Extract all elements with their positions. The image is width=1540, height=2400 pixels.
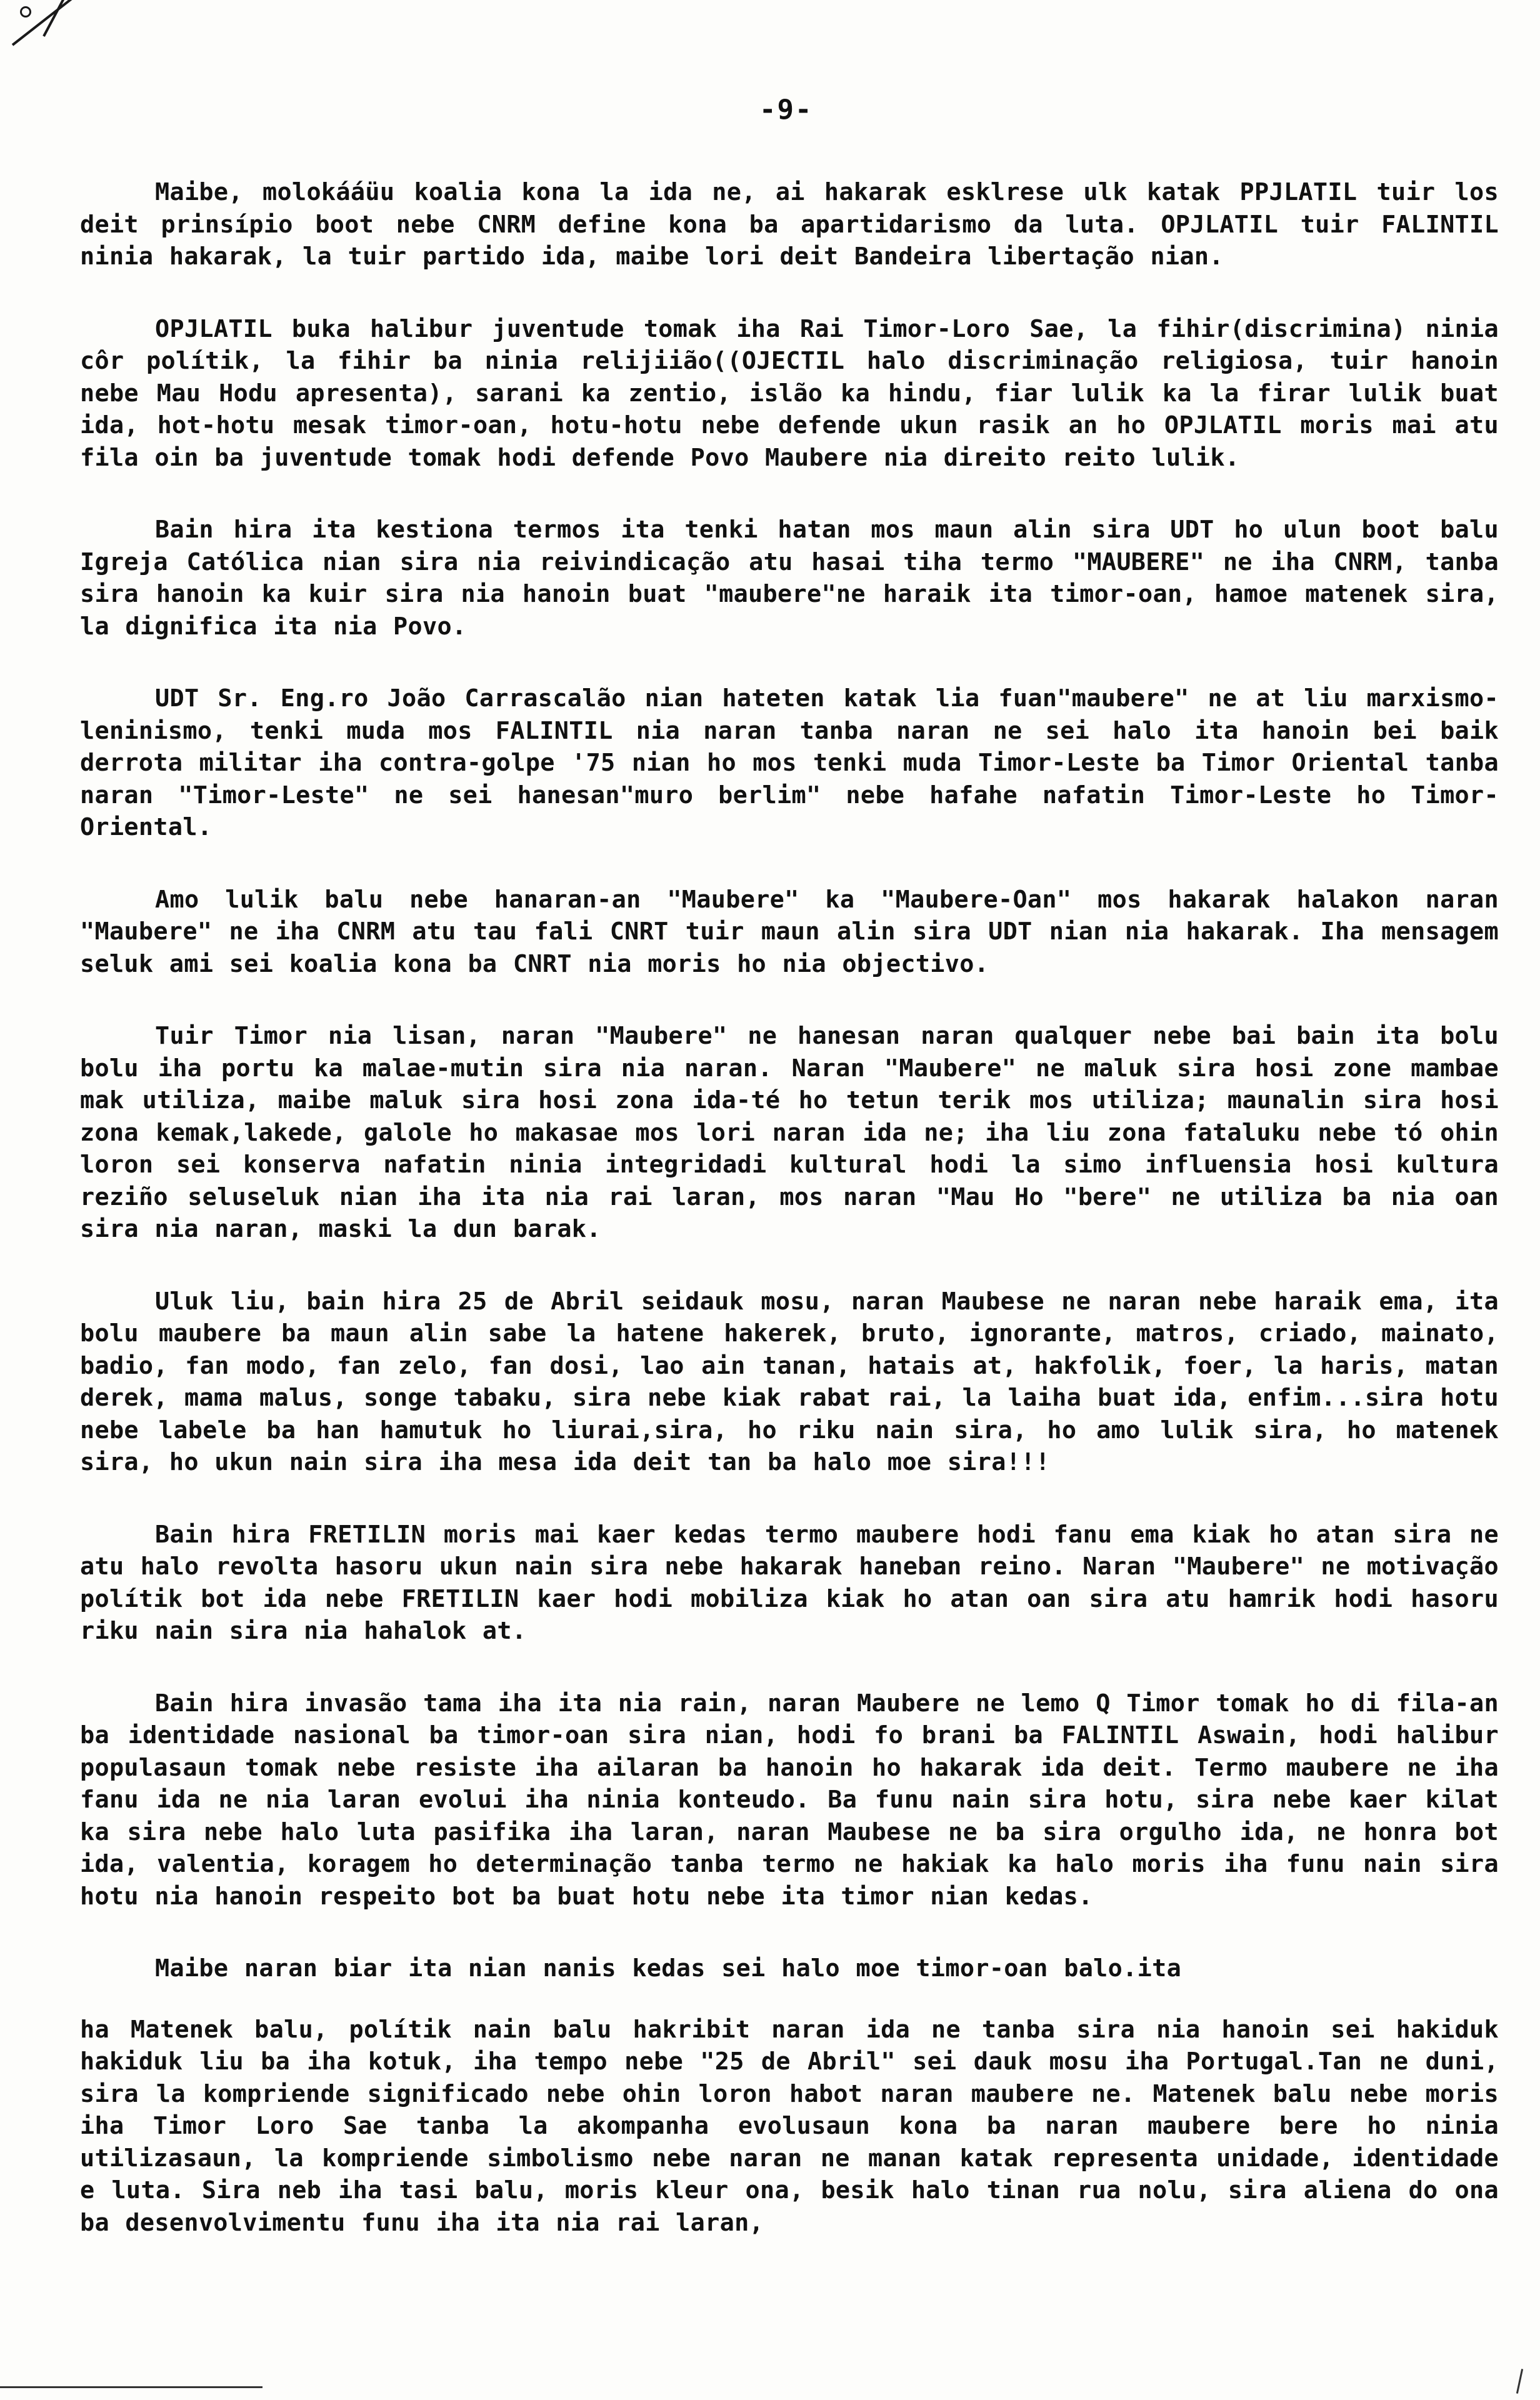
paragraph: Uluk liu, bain hira 25 de Abril seidauk mosu, naran Maubese ne naran nebe haraik ema, ita bolu maubere ba maun alin sabe la hatene hakerek, bruto, ignorante, matros, criado, mainato, badio, fan modo, fan zelo, fan dosi, lao ain tanan, hatais at, hakfolik, foer, la haris, matan derek, mama malus, songe tabaku, sira nebe kiak rabat rai, la laiha buat ida, enfim...sira hotu nebe labele ba han hamutuk ho liurai,sira, ho riku nain sira, ho amo lulik sira, ho matenek sira, ho ukun nain sira iha mesa ida deit tan ba halo moe sira!!! [80,1287,1499,1476]
paragraph: UDT Sr. Eng.ro João Carrascalão nian hateten katak lia fuan"maubere" ne at liu marxismo-leninismo, tenki muda mos FALINTIL nia naran tanba naran ne sei halo ita hanoin bei baik derrota militar iha contra-golpe '75 nian ho mos tenki muda Timor-Leste ba Timor Oriental tanba naran "Timor-Leste" ne sei hanesan"muro berlim" nebe hafahe nafatin Timor-Leste ho Timor-Oriental. [80,684,1499,841]
scan-edge-line [0,2386,262,2388]
paragraph: ha Matenek balu, polítik nain balu hakribit naran ida ne tanba sira nia hanoin sei hakiduk hakiduk liu ba iha kotuk, iha tempo nebe "25 de Abril" sei dauk mosu iha Portugal.Tan ne duni, sira la kompriende significado nebe ohin loron habot naran maubere ne. Matenek balu nebe moris iha Timor Loro Sae tanba la akompanha evolusaun kona ba naran maubere bere ho ninia utilizasaun, la kompriende simbolismo nebe naran ne manan katak representa unidade, identidade e luta. Sira neb iha tasi balu, moris kleur ona, besik halo tinan rua nolu, sira aliena do ona ba desenvolvimentu funu iha ita nia rai laran, [80,2015,1499,2237]
paragraph: Bain hira FRETILIN moris mai kaer kedas termo maubere hodi fanu ema kiak ho atan sira ne atu halo revolta hasoru ukun nain sira nebe hakarak haneban reino. Naran "Maubere" ne motivação polítik bot ida nebe FRETILIN kaer hodi mobiliza kiak ho atan oan sira atu hamrik hodi hasoru riku nain sira nia hahalok at. [80,1520,1499,1645]
paragraph: Maibe, molokááüu koalia kona la ida ne, ai hakarak esklrese ulk katak PPJLATIL tuir los deit prinsípio boot nebe CNRM define kona ba apartidarismo da luta. OPJLATIL tuir FALINTIL ninia hakarak, la tuir partido ida, maibe lori deit Bandeira libertação nian. [80,178,1499,271]
paragraph: Amo lulik balu nebe hanaran-an "Maubere" ka "Maubere-Oan" mos hakarak halakon naran "Maubere" ne iha CNRM atu tau fali CNRT tuir maun alin sira UDT nian nia hakarak. Iha mensagem seluk ami sei koalia kona ba CNRT nia moris ho nia objectivo. [80,885,1499,978]
paragraph: OPJLATIL buka halibur juventude tomak iha Rai Timor-Loro Sae, la fihir(discrimina) ninia côr polítik, la fihir ba ninia relijiião((OJECTIL halo discriminação religiosa, tuir hanoin nebe Mau Hodu apresenta), sarani ka zentio, islão ka hindu, fiar lulik ka la firar lulik buat ida, hot-hotu mesak timor-oan, hotu-hotu nebe defende ukun rasik an ho OPJLATIL moris mai atu fila oin ba juventude tomak hodi defende Povo Maubere nia direito reito lulik. [80,314,1499,472]
paragraph: Tuir Timor nia lisan, naran "Maubere" ne hanesan naran qualquer nebe bai bain ita bolu bolu iha portu ka malae-mutin sira nia naran. Naran "Maubere" ne maluk sira hosi zone mambae mak utiliza, maibe maluk sira hosi zona ida-té ho tetun terik mos utiliza; maunalin sira hosi zona kemak,lakede, galole ho makasae mos lori naran ida ne; iha liu zona fataluku nebe tó ohin loron sei konserva nafatin ninia integridadi kultural hodi la simo influensia hosi kultura reziño seluseluk nian iha ita nia rai laran, mos naran "Mau Ho "bere" ne utiliza ba nia oan sira nia naran, maski la dun barak. [80,1022,1499,1243]
scan-mark-dot [20,6,31,18]
paragraph: Maibe naran biar ita nian nanis kedas sei halo moe timor-oan balo.ita [155,1954,1182,1982]
paragraph: Bain hira ita kestiona termos ita tenki hatan mos maun alin sira UDT ho ulun boot balu Igreja Católica nian sira nia reivindicação atu hasai tiha termo "MAUBERE" ne iha CNRM, tanba sira hanoin ka kuir sira nia hanoin buat "maubere"ne haraik ita timor-oan, hamoe matenek sira, la dignifica ita nia Povo. [80,516,1499,641]
body-text [80,176,1499,2279]
paragraph: Bain hira invasão tama iha ita nia rain, naran Maubere ne lemo Q Timor tomak ho di fila-an ba identidade nasional ba timor-oan sira nian, hodi fo brani ba FALINTIL Aswain, hodi halibur populasaun tomak nebe resiste iha ailaran ba hanoin ho hakarak ida deit. Termo maubere ne iha fanu ida ne nia laran evolui iha ninia konteudo. Ba funu nain sira hotu, sira nebe kaer kilat ka sira nebe halo luta pasifika iha laran, naran Maubese ne ba sira orgulho ida, ne honra bot ida, valentia, koragem ho determinação tanba termo ne hakiak ka halo moris iha funu nain sira hotu nia hanoin respeito bot ba buat hotu nebe ita timor nian kedas. [80,1689,1499,1911]
scan-mark-tick [1516,2369,1523,2394]
page-number: -9- [759,94,813,126]
